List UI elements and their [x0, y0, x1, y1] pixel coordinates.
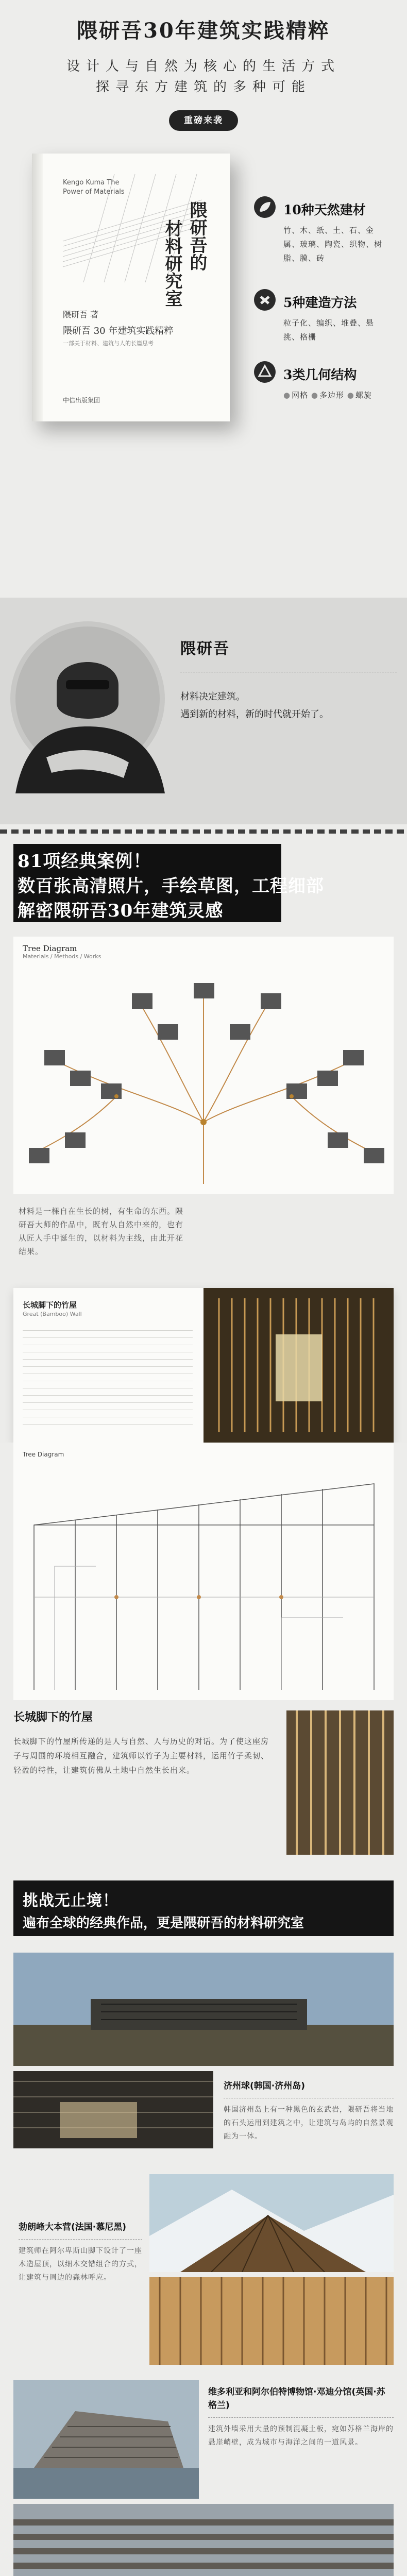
work-va-dundee-photo [13, 2380, 199, 2499]
geometry-icon [253, 361, 276, 383]
feature-geometry-desc [283, 388, 386, 402]
author-quote-line1: 材料决定建筑。 [180, 691, 245, 702]
bamboo-heading: 长城脚下的竹屋 [13, 1710, 93, 1724]
author-section [0, 598, 407, 824]
book-spread [13, 1288, 394, 1443]
feature-methods-title: 5种建造方法 [283, 295, 357, 310]
feature-methods [253, 289, 393, 345]
work-mont-blanc-photo [149, 2174, 394, 2272]
works-heading: 挑战无止境！ [23, 1892, 118, 1910]
book-spread-title: 长城脚下的竹屋 [23, 1300, 77, 1310]
author-name: 隈研吾 [180, 640, 230, 658]
book-cover [32, 154, 230, 421]
diagram-section [0, 1443, 407, 1865]
book-spread-left-page [13, 1288, 204, 1443]
tree-diagram-subtitle: Materials / Methods / Works [23, 953, 101, 960]
author-quote-line2: 遇到新的材料，新的时代就开始了。 [180, 709, 329, 720]
hero-section [0, 0, 407, 598]
work-jeju-detail-photo [13, 2071, 213, 2148]
geometry-item: ● 网格 [283, 391, 308, 400]
page-title: 隈研吾30年建筑实践精粹 [77, 19, 330, 43]
book-spine [32, 154, 43, 421]
works-section [0, 1865, 407, 2576]
tree-diagram-title: Tree Diagram [23, 944, 77, 953]
work-va-dundee-name: 维多利亚和阿尔伯特博物馆·邓迪分馆(英国·苏格兰) [208, 2387, 385, 2411]
tree-diagram [13, 968, 394, 1189]
work-jeju-photo [13, 1953, 394, 2066]
book-title-line2: 材料研究室 [162, 219, 182, 307]
work-mont-blanc-desc: 建筑师在阿尔卑斯山脚下设计了一座木造屋顶，以细木交错组合的方式，让建筑与周边的森林呼应。 [19, 2247, 142, 2282]
book-subtitle: 隈研吾 30 年建筑实践精粹 [63, 326, 174, 336]
feature-materials [253, 196, 393, 273]
feature-materials-desc: 竹、木、纸、土、石、金属、玻璃、陶瓷、织物、树脂、膜、砖 [283, 226, 383, 263]
section-drawing [13, 1463, 394, 1700]
works-subheading: 遍布全球的经典作品，更是隈研吾的材料研究室 [23, 1916, 304, 1931]
bamboo-paragraph: 长城脚下的竹屋所传递的是人与自然、人与历史的对话。为了使这座房子与周围的环境相互融合，建筑师以竹子为主要材料，运用竹子柔韧、轻盈的特性，让建筑仿佛从土地中自然生长出来。 [13, 1737, 269, 1775]
tree-diagram-card [13, 937, 394, 1194]
geometry-item: ● 多边形 [311, 391, 344, 400]
tools-icon [253, 289, 276, 311]
feature-geometry [253, 361, 393, 417]
book-spread-english: Great (Bamboo) Wall [23, 1311, 82, 1317]
work-va-dundee-desc: 建筑外墙采用大量的预制混凝土板，宛如苏格兰海岸的悬崖峭壁，成为城市与海洋之间的一道风景。 [208, 2425, 394, 2447]
decorative-stripe [0, 829, 407, 834]
work-jeju-name: 济州球(韩国·济州岛) [224, 2081, 305, 2091]
work-mont-blanc-interior-photo [149, 2277, 394, 2365]
bamboo-detail-photo [286, 1710, 394, 1855]
book-english-title: Kengo Kuma The Power of Materials [63, 179, 125, 196]
author-portrait [0, 608, 165, 793]
work-mont-blanc-name: 勃朗峰大本营(法国·慕尼黑) [19, 2222, 126, 2232]
book-tagline: 一部关于材料、建筑与人的长篇思考 [63, 340, 154, 347]
leaf-icon [253, 196, 276, 218]
feature-materials-title: 10种天然建材 [283, 202, 366, 217]
work-jeju-desc: 韩国济州岛上有一种黑色的玄武岩，隈研吾将当地的石头运用到建筑之中，让建筑与岛屿的自然景观融为一体。 [224, 2106, 394, 2141]
work-va-dundee-divider [208, 2417, 394, 2418]
cases-section [0, 824, 407, 1443]
cases-paragraph: 材料是一棵自在生长的树，有生命的东西。隈研吾大师的作品中，既有从自然中来的，也有从匠人手中诞生的，以材料为主线，由此开花结果。 [19, 1207, 184, 1256]
feature-methods-desc: 粒子化、编织、堆叠、悬挑、格栅 [283, 318, 375, 342]
cases-line-3: 解密隈研吾30年建筑灵感 [18, 901, 224, 921]
bamboo-house-photo [204, 1288, 394, 1443]
hero-badge: 重磅来袭 [169, 110, 238, 131]
book-title-line1: 隈研吾的 [186, 201, 207, 271]
book-spread-text-block [23, 1326, 193, 1429]
section-drawing-title: Tree Diagram [23, 1451, 64, 1458]
hero-subtitle-line2: 探寻东方建筑的多种可能 [95, 79, 311, 95]
cases-line-2: 数百张高清照片，手绘草图，工程细部 [18, 876, 324, 896]
book-author: 隈研吾 著 [63, 310, 99, 319]
cases-line-1: 81项经典案例！ [18, 851, 151, 872]
work-va-dundee-facade-photo [13, 2504, 394, 2576]
hero-subtitle-line1: 设计人与自然为核心的生活方式 [66, 59, 341, 74]
section-drawing-card [13, 1443, 394, 1700]
book-publisher: 中信出版集团 [63, 397, 100, 404]
feature-geometry-title: 3类几何结构 [283, 367, 357, 382]
work-mont-blanc-divider [19, 2239, 142, 2240]
geometry-item: ● 螺旋 [347, 391, 372, 400]
